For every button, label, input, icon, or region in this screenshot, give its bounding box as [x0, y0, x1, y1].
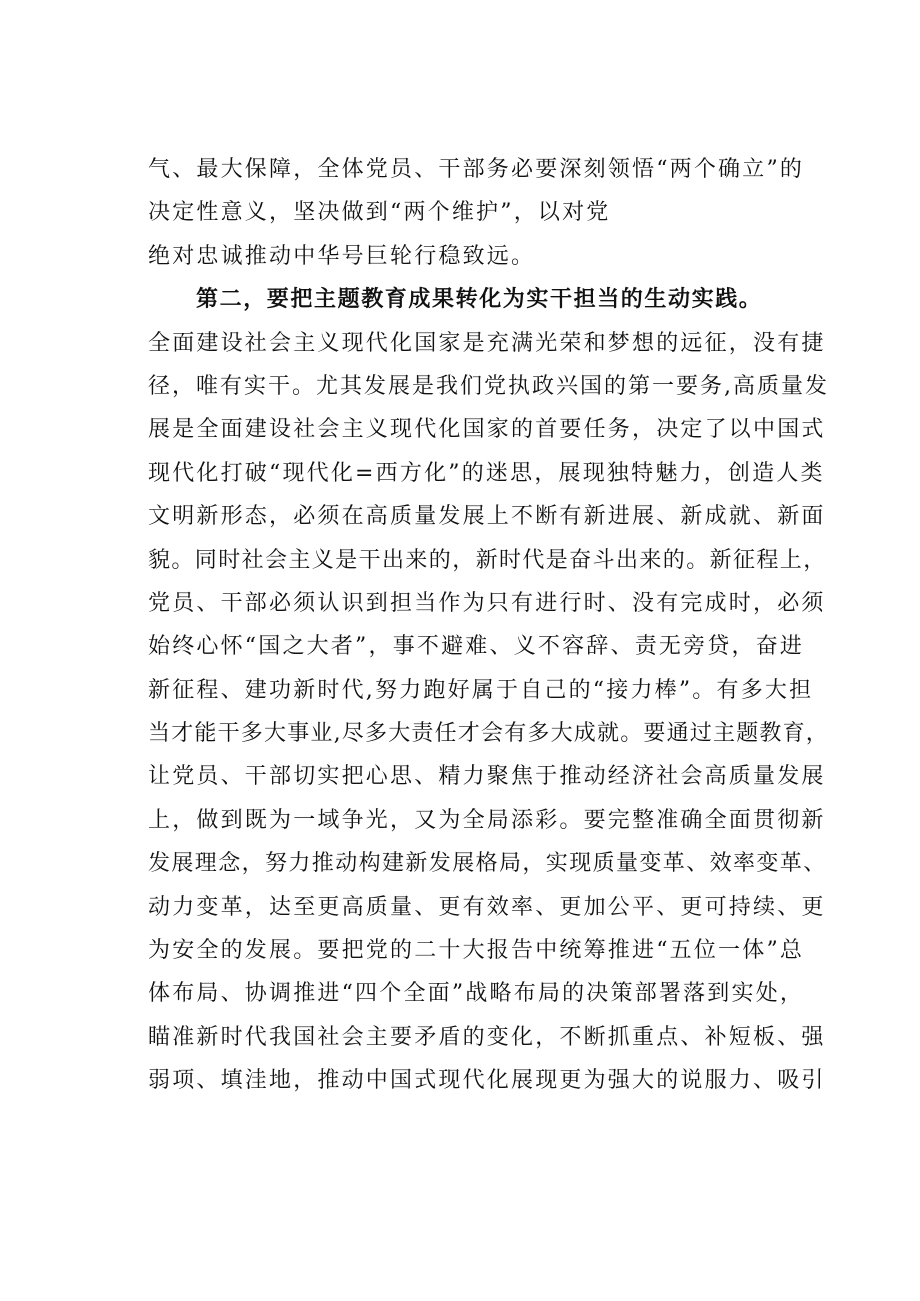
body-line: 体布局、协调推进“四个全面”战略布局的决策部署落到实处，	[148, 981, 805, 1007]
body-line: 新征程、建功新时代,努力跑好属于自己的“接力棒”。有多大担	[148, 677, 814, 703]
body-line: 弱项、填洼地，推动中国式现代化展现更为强大的说服力、吸引	[148, 1068, 826, 1094]
body-line: 让党员、干部切实把心思、精力聚焦于推动经济社会高质量发展	[148, 764, 826, 790]
body-line: 当才能干多大事业,尽多大责任才会有多大成就。要通过主题教育，	[148, 721, 829, 747]
body-line: 党员、干部必须认识到担当作为只有进行时、没有完成时，必须	[148, 590, 826, 616]
body-line: 现代化打破“现代化=西方化”的迷思，展现独特魅力，创造人类	[148, 460, 825, 486]
body-line: 始终心怀“国之大者”，事不避难、义不容辞、责无旁贷，奋进	[148, 634, 805, 660]
body-line: 径，唯有实干。尤其发展是我们党执政兴国的第一要务,高质量发	[148, 373, 829, 399]
body-line: 文明新形态，必须在高质量发展上不断有新进展、新成就、新面	[148, 504, 826, 530]
body-line: 发展理念，努力推动构建新发展格局，实现质量变革、效率变革、	[148, 851, 827, 877]
body-line: 展是全面建设社会主义现代化国家的首要任务，决定了以中国式	[148, 417, 826, 443]
body-line: 动力变革，达至更高质量、更有效率、更加公平、更可持续、更	[148, 894, 826, 920]
body-line: 为安全的发展。要把党的二十大报告中统筹推进“五位一体”总	[148, 938, 805, 964]
body-line: 决定性意义，坚决做到“两个维护”，以对党	[148, 200, 611, 226]
body-line: 绝对忠诚推动中华号巨轮行稳致远。	[148, 243, 536, 269]
body-line: 瞄准新时代我国社会主要矛盾的变化，不断抓重点、补短板、强	[148, 1024, 826, 1050]
body-line: 气、最大保障，全体党员、干部务必要深刻领悟“两个确立”的	[148, 157, 805, 182]
section-heading: 第二，要把主题教育成果转化为实干担当的生动实践。	[196, 287, 763, 313]
body-line: 貌。同时社会主义是干出来的，新时代是奋斗出来的。新征程上，	[148, 547, 827, 573]
body-line: 全面建设社会主义现代化国家是充满光荣和梦想的远征，没有捷	[148, 330, 826, 356]
document-body	[148, 148, 828, 1103]
body-line: 上，做到既为一域争光，又为全局添彩。要完整准确全面贯彻新	[148, 807, 826, 833]
